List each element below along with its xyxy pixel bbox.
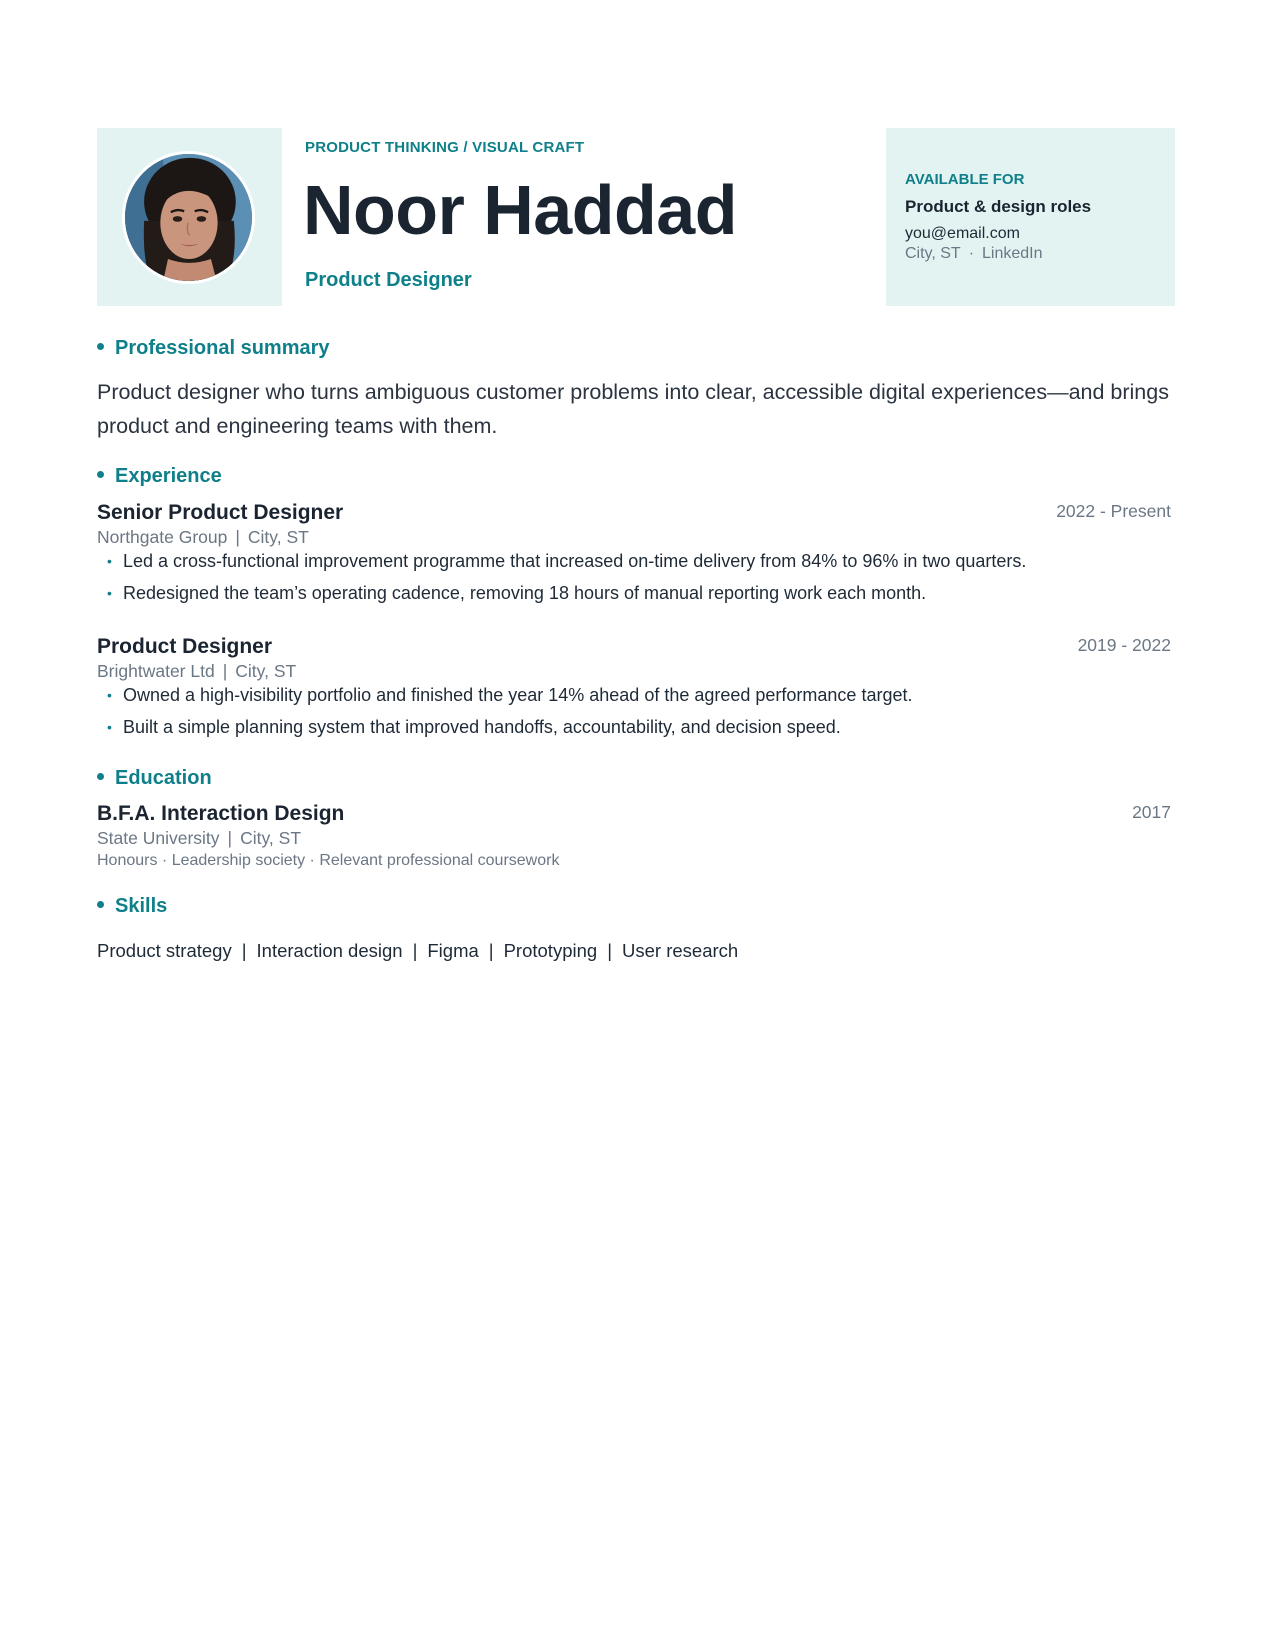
portrait-photo-icon [125, 154, 252, 281]
section-bullet-icon [97, 343, 104, 350]
job-bullet-text: Built a simple planning system that improved handoffs, accountability, and decision speed. [123, 717, 841, 737]
job-location: City, ST [247, 527, 309, 547]
linkedin-link[interactable]: LinkedIn [982, 245, 1043, 262]
bullet-icon: • [107, 719, 112, 735]
job-org [97, 661, 296, 682]
photo-panel [97, 128, 282, 306]
job-bullet [107, 717, 841, 738]
section-bullet-icon [97, 773, 104, 780]
section-bullet-icon [97, 901, 104, 908]
skill-separator: | [607, 940, 612, 961]
section-bullet-icon [97, 471, 104, 478]
bullet-icon: • [107, 687, 112, 703]
org-separator: | [227, 828, 233, 848]
section-summary-label: Professional summary [115, 337, 330, 359]
skill-item: Product strategy [97, 940, 232, 961]
contact-line [905, 245, 1043, 263]
job-bullet [107, 583, 926, 604]
contact-email[interactable]: you@email.com [905, 225, 1020, 242]
section-education-label: Education [115, 767, 212, 789]
section-skills-label: Skills [115, 895, 168, 917]
job-bullet [107, 685, 912, 706]
job-company: Northgate Group [97, 527, 228, 547]
school-line [97, 828, 301, 849]
skill-item: Prototyping [503, 940, 598, 961]
candidate-name: Noor Haddad [303, 171, 737, 249]
org-separator: | [222, 661, 228, 681]
job-bullet-text: Led a cross-functional improvement programme that increased on-time delivery from 84% to 96% in two quarters. [123, 551, 1027, 571]
job-dates: 2019 - 2022 [1077, 635, 1171, 655]
skill-separator: | [488, 940, 494, 961]
job-bullet-text: Redesigned the team’s operating cadence, removing 18 hours of manual reporting work each month. [123, 583, 927, 603]
org-separator: | [235, 527, 240, 547]
skill-item: Interaction design [256, 940, 403, 961]
school-name: State University [97, 828, 220, 848]
education-notes: Honours · Leadership society · Relevant professional coursework [97, 852, 560, 869]
job-company: Brightwater Ltd [97, 661, 215, 681]
job-bullet [107, 551, 1026, 572]
contact-separator: · [968, 245, 975, 262]
job-org [97, 527, 309, 548]
degree-year: 2017 [1132, 802, 1171, 822]
school-location: City, ST [240, 828, 302, 848]
availability-panel [886, 128, 1175, 306]
bullet-icon: • [107, 585, 112, 601]
skill-separator: | [241, 940, 247, 961]
skill-item: User research [622, 940, 739, 961]
section-skills-title [97, 895, 167, 918]
skill-separator: | [412, 940, 418, 961]
skills-list [97, 940, 738, 962]
availability-label: AVAILABLE FOR [905, 171, 1025, 188]
degree-title: B.F.A. Interaction Design [97, 802, 345, 825]
job-title: Product Designer [97, 635, 273, 658]
job-dates: 2022 - Present [1056, 501, 1171, 521]
header-kicker: PRODUCT THINKING / VISUAL CRAFT [305, 139, 585, 156]
contact-location: City, ST [905, 245, 961, 262]
availability-value: Product & design roles [905, 197, 1092, 216]
job-bullet-text: Owned a high-visibility portfolio and finished the year 14% ahead of the agreed performance target. [123, 685, 913, 705]
section-experience-label: Experience [115, 465, 222, 487]
section-education-title [97, 767, 212, 790]
section-experience-title [97, 465, 222, 488]
skill-item: Figma [427, 940, 479, 961]
bullet-icon: • [107, 553, 112, 569]
job-location: City, ST [235, 661, 297, 681]
job-title: Senior Product Designer [97, 501, 344, 524]
section-summary-title [97, 337, 330, 360]
candidate-role: Product Designer [305, 269, 472, 291]
summary-text: Product designer who turns ambiguous customer problems into clear, accessible digital experiences—and brings product and engineering teams with them. [97, 380, 1169, 438]
avatar [122, 151, 255, 284]
